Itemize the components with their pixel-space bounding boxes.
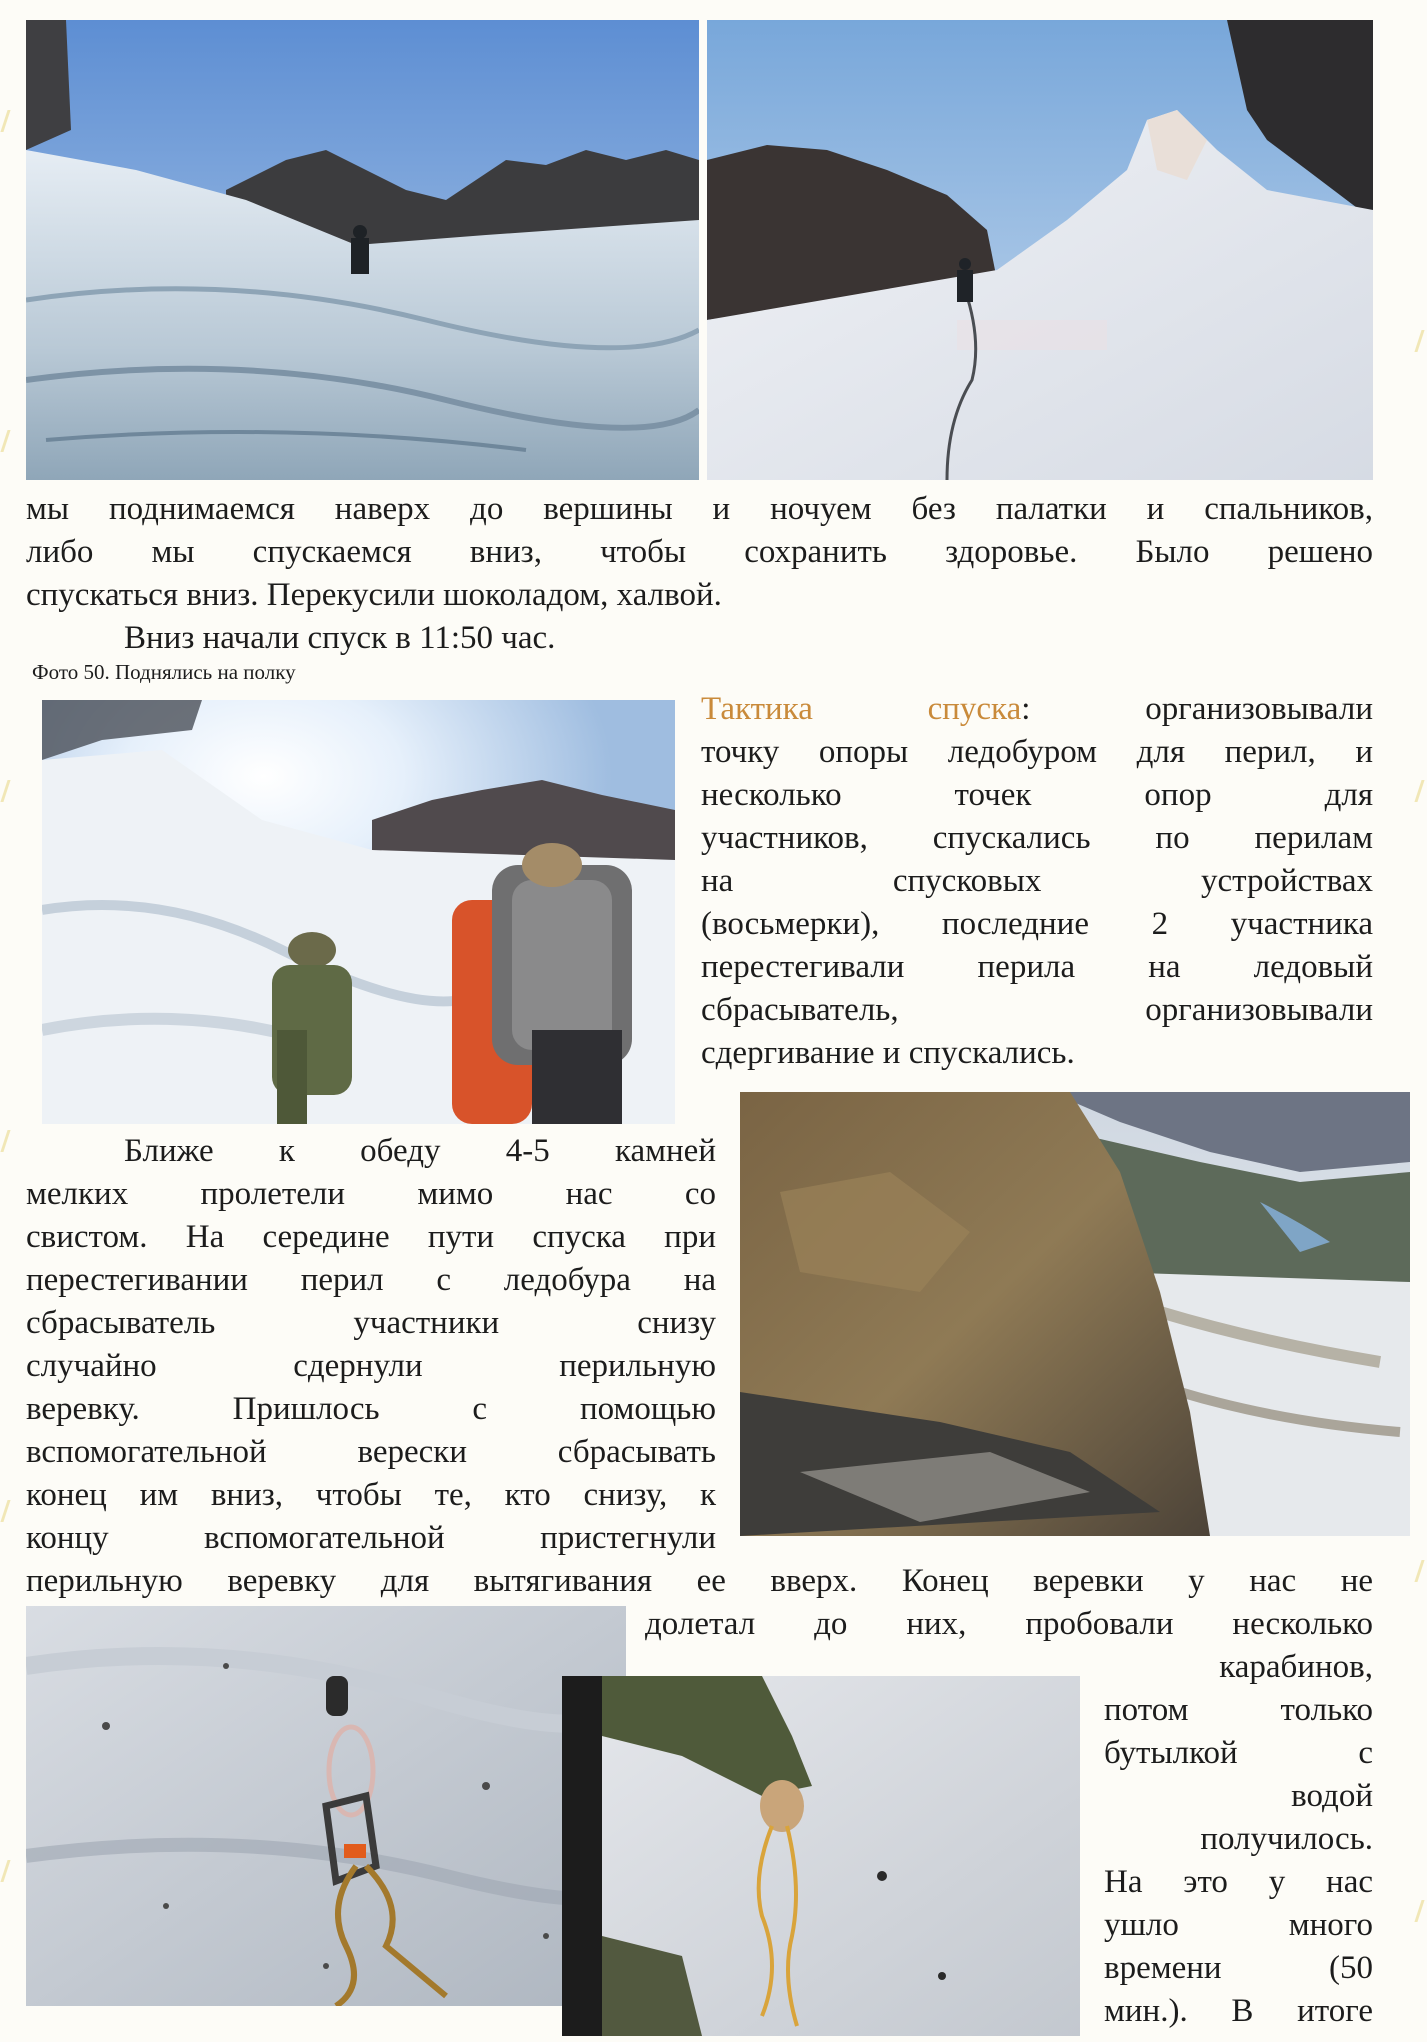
text-line: времени (50 [1104,1950,1373,1986]
edge-mark [1414,1900,1424,1922]
paragraph-3-right-wide [645,1603,1373,1646]
text-line: веревку. Пришлось с помощью [26,1391,716,1427]
edge-mark [1414,780,1424,802]
paragraph-3 [26,1130,716,1560]
text-line: перильную веревку для вытягивания ее вверх. Конец веревки у нас не [26,1563,1373,1599]
text-line [701,688,1373,731]
text-line: концу вспомогательной пристегнули [26,1520,716,1556]
photo-glacier-left [26,20,699,480]
photo-caption: Фото 50. Поднялись на полку [32,660,296,684]
text-line: Вниз начали спуск в 11:50 час. [124,620,556,656]
text-line: на спусковых устройствах [701,863,1373,899]
edge-mark [0,1130,10,1152]
edge-mark [0,780,10,802]
paragraph-3-full-line [26,1560,1373,1603]
text-line: либо мы спускаемся вниз, чтобы сохранить здоровье. Было решено [26,534,1373,570]
text-line: сбрасыватель, организовывали [701,992,1373,1028]
text-line: бутылкой с [1104,1735,1373,1771]
photo-rock-wall-valley [740,1092,1410,1536]
paragraph-1-end [26,574,1373,617]
tactics-label: Тактика спуска [701,691,1022,727]
text-line: вспомогательной вереcки сбрасывать [26,1434,716,1470]
text-line: случайно сдернули перильную [26,1348,716,1384]
edge-mark [1414,1560,1424,1582]
text-line: Ближе к обеду 4-5 камней [124,1133,716,1169]
text-line: участников, спускались по перилам [701,820,1373,856]
edge-mark [0,430,10,452]
text-line: потом только [1104,1692,1373,1728]
edge-mark [0,110,10,132]
text-line: ушло много [1104,1907,1373,1943]
text-line: получилось. [1200,1821,1373,1857]
tactics-colon: : [1021,691,1031,727]
paragraph-3-right-narrow [1104,1646,1373,2033]
photo-snow-slope-right [707,20,1373,480]
text-line: спускаться вниз. Перекусили шоколадом, халвой. [26,577,722,613]
paragraph-tactics-end [701,1032,1373,1075]
text-line: перестегивании перил с ледобура на [26,1262,716,1298]
paragraph-2 [124,617,1324,660]
text-line: мы поднимаемся наверх до вершины и ночуем без палатки и спальников, [26,491,1373,527]
photo-hand-with-rope [562,1676,1080,2036]
photo-ice-screw-carabiner [26,1606,626,2006]
text-line: свистом. На середине пути спуска при [26,1219,716,1255]
text-line: (восьмерки), последние 2 участника [701,906,1373,942]
text-line: долетал до них, пробовали несколько [645,1606,1373,1642]
edge-mark [0,1500,10,1522]
paragraph-tactics [701,688,1373,1032]
text-line: мин.). В итоге [1104,1993,1373,2029]
text-line: сбрасыватель участники снизу [26,1305,716,1341]
text-line: точку опоры ледобуром для перил, и [701,734,1373,770]
text-line: сдергивание и спускались. [701,1035,1075,1071]
text-line: мелких пролетели мимо нас со [26,1176,716,1212]
paragraph-1 [26,488,1373,574]
text-line: водой [1291,1778,1373,1814]
text-line: конец им вниз, чтобы те, кто снизу, к [26,1477,716,1513]
tactics-first-rest: организовывали [1145,691,1373,727]
edge-mark [1414,330,1424,352]
text-line: несколько точек опор для [701,777,1373,813]
text-line: На это у нас [1104,1864,1373,1900]
text-line: перестегивали перила на ледовый [701,949,1373,985]
edge-mark [0,1860,10,1882]
photo-two-climbers [42,700,675,1124]
text-line: карабинов, [1219,1649,1373,1685]
